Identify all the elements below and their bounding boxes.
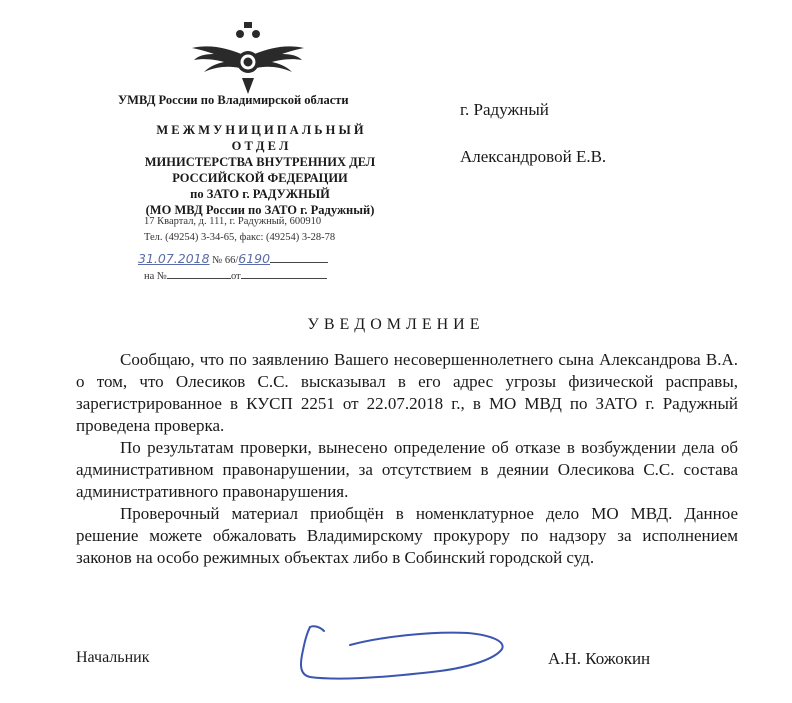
org-name-line: О Т Д Е Л [231, 139, 289, 153]
blank-underline [270, 252, 328, 263]
registration-date: 31.07.2018 [138, 251, 210, 266]
reply-number-prefix: на № [144, 271, 167, 282]
registration-number-prefix: № 66/ [212, 255, 239, 266]
document-title: УВЕДОМЛЕНИЕ [307, 316, 485, 333]
org-phone: Тел. (49254) 3-34-65, факс: (49254) 3-28-78 [144, 232, 336, 243]
org-short-name: (МО МВД России по ЗАТО г. Радужный) [145, 203, 375, 217]
org-name-line: МИНИСТЕРСТВА ВНУТРЕННИХ ДЕЛ [144, 155, 376, 169]
signer-name: А.Н. Кожокин [548, 649, 651, 668]
reply-from-label: от [230, 271, 241, 282]
outgoing-registration [138, 251, 328, 266]
body-paragraph: Проверочный материал приобщён в номенклатурное дело МО МВД. Данное решение можете обжаловать Владимирскому прокурору по надзору за исполнением законов на особо режимных объектах либо в Собинский городской суд. [76, 504, 738, 567]
org-name-line: РОССИЙСКОЙ ФЕДЕРАЦИИ [172, 171, 348, 185]
blank-underline [167, 268, 231, 279]
reply-registration [144, 268, 327, 282]
document-body [76, 349, 738, 569]
body-paragraph: По результатам проверки, вынесено определение об отказе в возбуждении дела об административном правонарушении, за отсутствием в деянии Олесикова С.С. состава административного правонарушения. [76, 438, 738, 501]
organization-block [110, 122, 410, 218]
signer-position: Начальник [76, 649, 150, 666]
org-name-line: М Е Ж М У Н И Ц И П А Л Ь Н Ы Й [156, 123, 364, 137]
org-address: 17 Квартал, д. 111, г. Радужный, 600910 [144, 216, 322, 227]
blank-underline [241, 268, 327, 279]
body-paragraph: Сообщаю, что по заявлению Вашего несовершеннолетнего сына Александрова В.А. о том, что Олесиков С.С. высказывал в его адрес угрозы физической расправы, зарегистрированное в КУСП 2251 от 22.07.2018 г., в МО МВД по ЗАТО г. Радужный проведена проверка. [76, 350, 738, 435]
handwritten-signature [280, 615, 510, 690]
recipient-city: г. Радужный [460, 100, 549, 119]
registration-number: 6190 [238, 251, 271, 266]
recipient-name: Александровой Е.В. [460, 147, 607, 166]
mvd-emblem-icon [188, 18, 308, 98]
department-name: УМВД России по Владимирской области [118, 93, 349, 107]
org-name-line: по ЗАТО г. РАДУЖНЫЙ [190, 187, 330, 201]
